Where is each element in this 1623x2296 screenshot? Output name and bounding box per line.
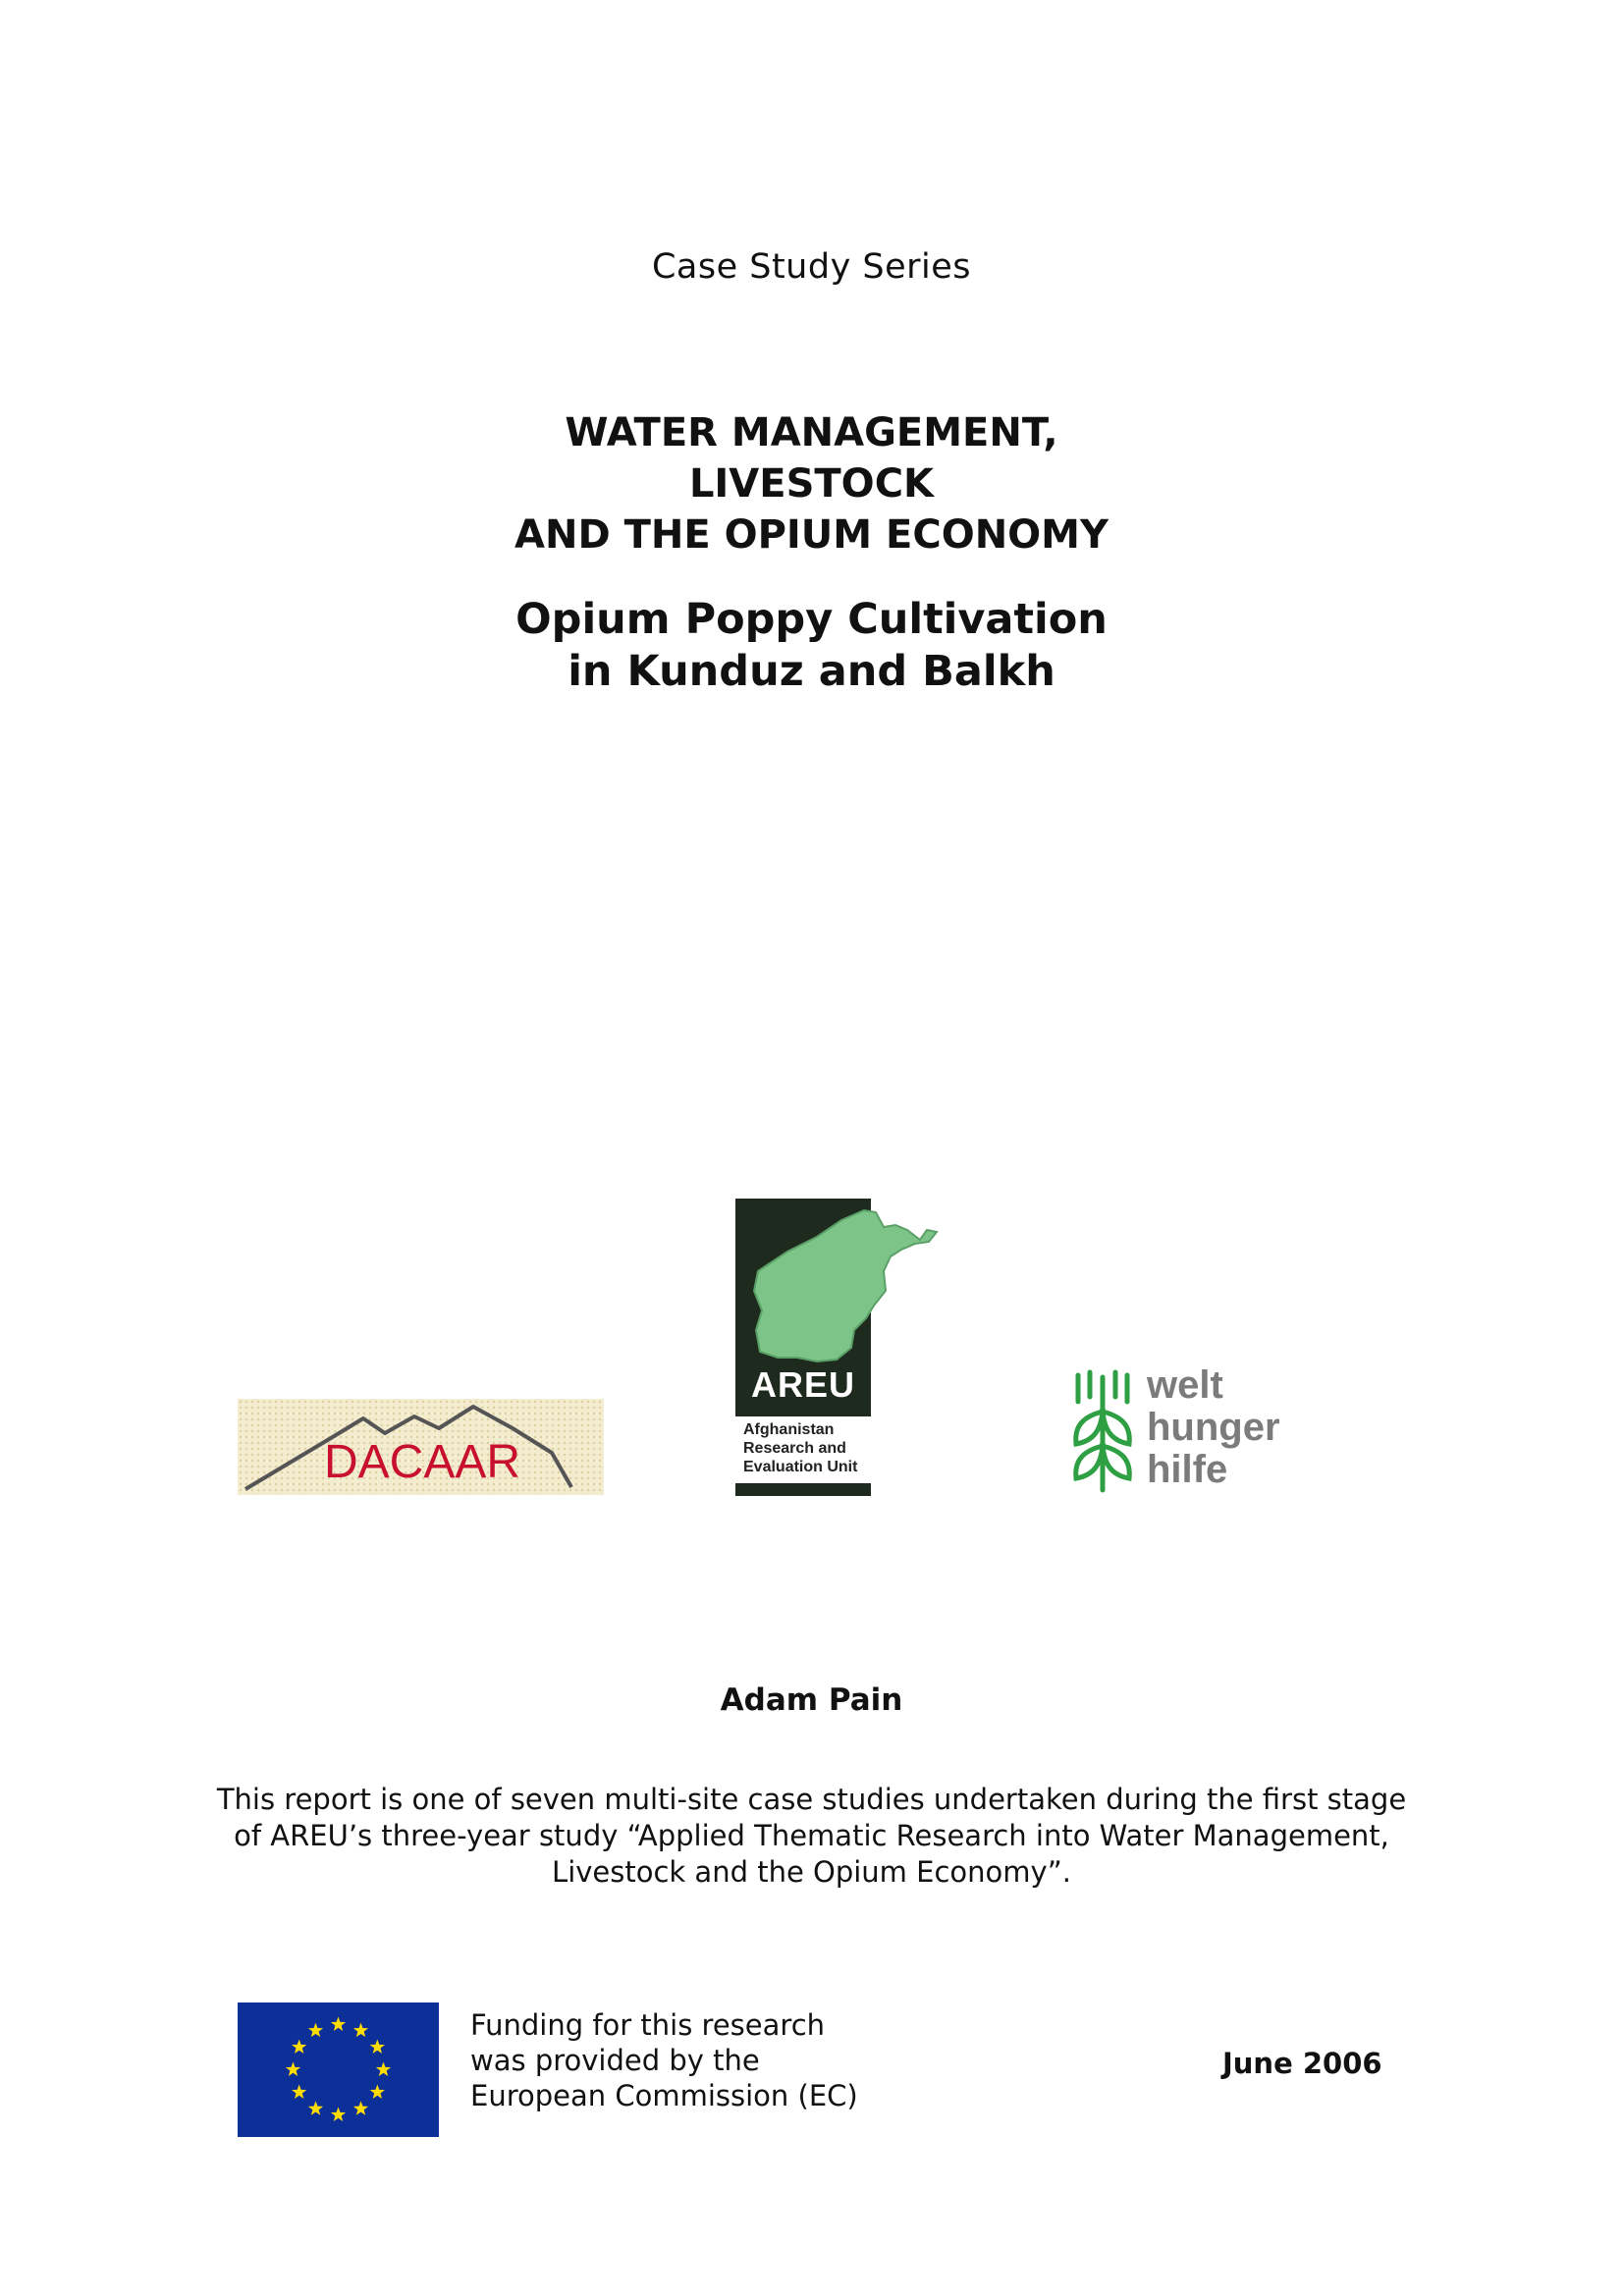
description-line: This report is one of seven multi-site case studies undertaken during the first stage xyxy=(216,1783,1407,1816)
series-label: Case Study Series xyxy=(651,247,972,287)
eu-star-icon xyxy=(370,2040,385,2054)
report-description xyxy=(0,1782,1623,1891)
report-title xyxy=(0,407,1623,561)
title-line: WATER MANAGEMENT, xyxy=(565,410,1058,455)
eu-star-icon xyxy=(308,2101,323,2114)
title-line: AND THE OPIUM ECONOMY xyxy=(514,512,1109,558)
dacaar-text: DACAAR xyxy=(323,1436,521,1488)
subtitle-line: in Kunduz and Balkh xyxy=(568,647,1055,696)
funding-line: was provided by the xyxy=(470,2044,760,2077)
eu-star-icon xyxy=(331,2017,346,2031)
publication-date: June 2006 xyxy=(1222,2047,1382,2080)
dacaar-logo xyxy=(238,1399,604,1495)
areu-name: AREU xyxy=(750,1364,855,1405)
funding-line: European Commission (EC) xyxy=(470,2079,858,2112)
eu-star-icon xyxy=(353,2101,368,2114)
eu-star-icon xyxy=(292,2040,306,2054)
eu-flag-icon xyxy=(238,2002,439,2137)
eu-star-icon xyxy=(292,2085,306,2099)
eu-star-icon xyxy=(331,2108,346,2121)
welthungerhilfe-wordmark xyxy=(1147,1364,1280,1491)
whh-line: welt xyxy=(1147,1363,1223,1407)
areu-caption-line: Afghanistan xyxy=(743,1421,835,1438)
description-line: Livestock and the Opium Economy”. xyxy=(552,1855,1071,1889)
whh-line: hunger xyxy=(1147,1406,1280,1449)
eu-star-icon xyxy=(308,2023,323,2037)
report-subtitle xyxy=(0,594,1623,698)
subtitle-line: Opium Poppy Cultivation xyxy=(515,595,1108,644)
areu-caption xyxy=(735,1416,871,1483)
funding-note xyxy=(470,2007,858,2113)
eu-stars xyxy=(238,2002,439,2137)
areu-caption-line: Research and xyxy=(743,1440,846,1457)
author-name: Adam Pain xyxy=(720,1682,903,1718)
whh-line: hilfe xyxy=(1147,1448,1228,1491)
eu-star-icon xyxy=(370,2085,385,2099)
wheat-icon xyxy=(1068,1367,1137,1495)
funding-line: Funding for this research xyxy=(470,2008,826,2042)
eu-star-icon xyxy=(286,2062,300,2076)
eu-star-icon xyxy=(376,2062,391,2076)
eu-star-icon xyxy=(353,2023,368,2037)
areu-logo xyxy=(719,1183,966,1497)
areu-caption-line: Evaluation Unit xyxy=(743,1459,858,1475)
welthungerhilfe-logo xyxy=(1068,1363,1314,1495)
description-line: of AREU’s three-year study “Applied Thematic Research into Water Management, xyxy=(234,1819,1389,1852)
dacaar-logo-graphic xyxy=(238,1399,604,1495)
title-line: LIVESTOCK xyxy=(688,461,935,507)
